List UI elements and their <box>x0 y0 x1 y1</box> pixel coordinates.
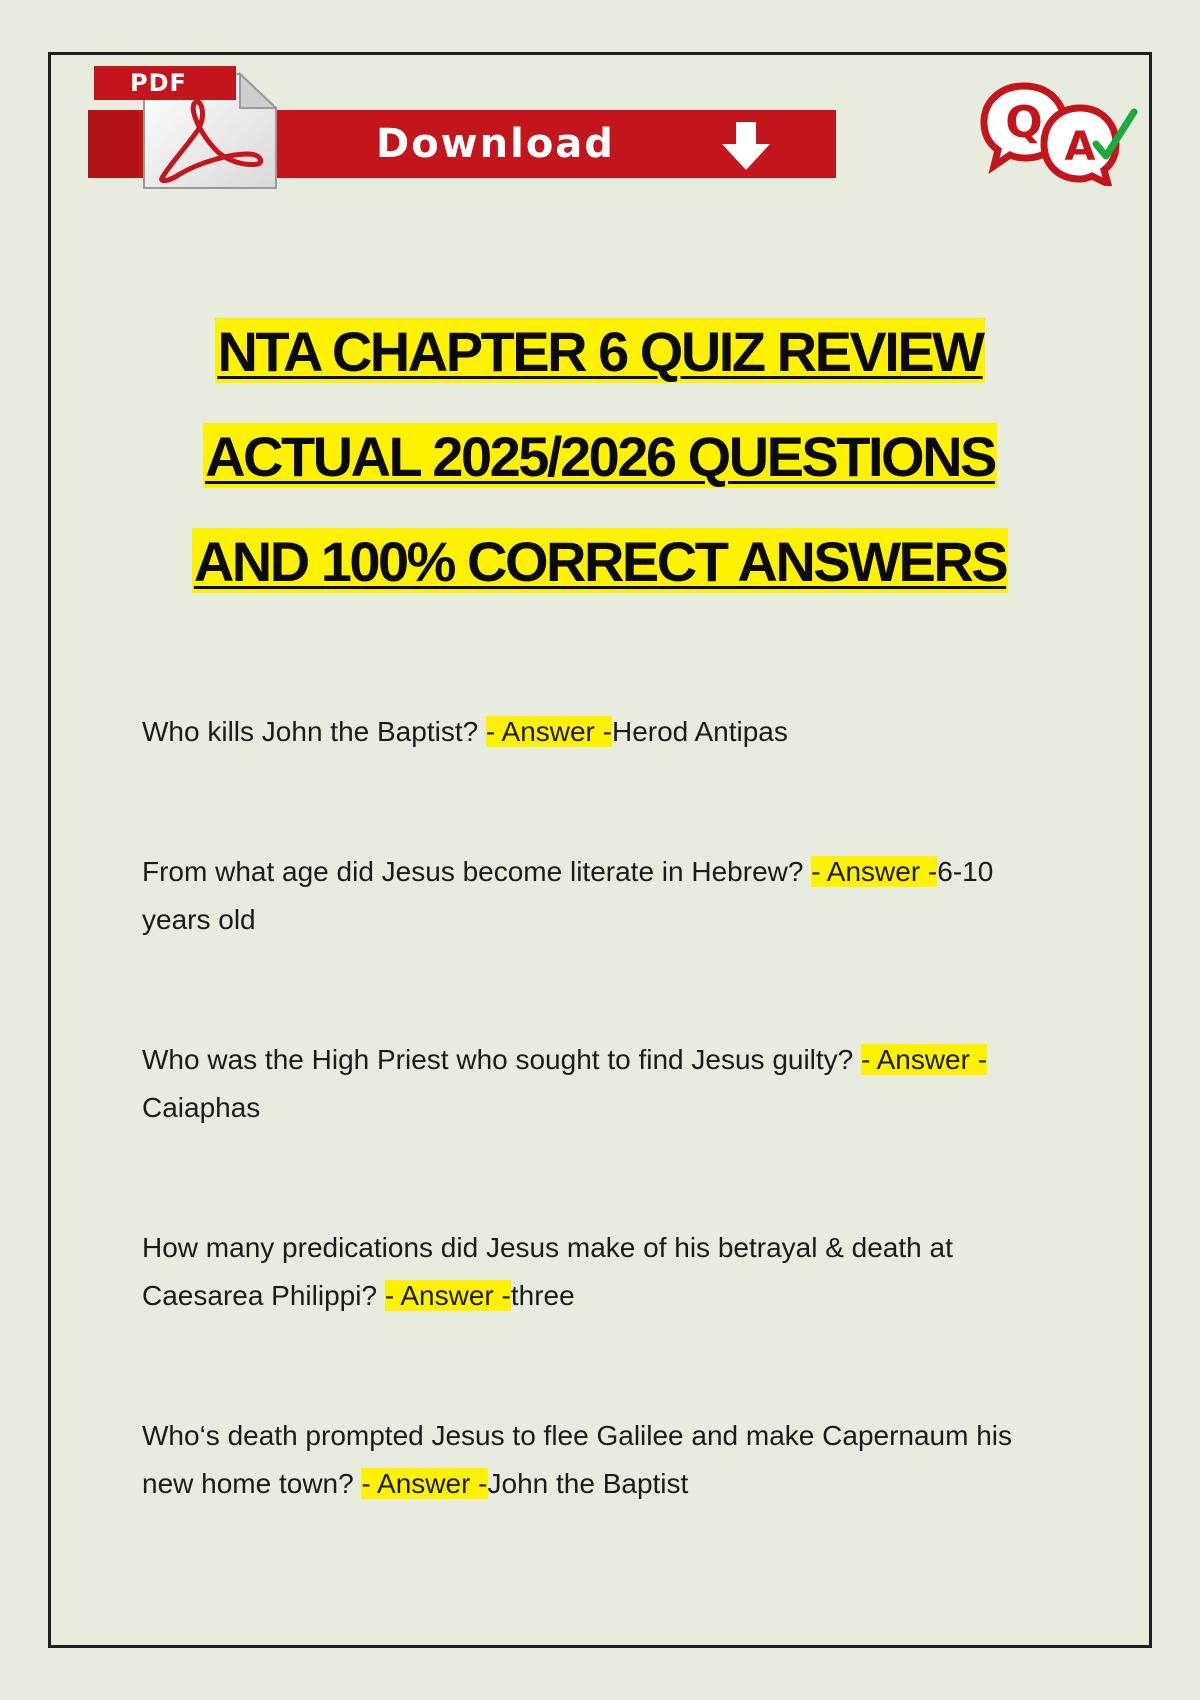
question-text: How many predications did Jesus make of his betrayal & death at Caesarea Philippi? <box>142 1232 953 1311</box>
answer-tag: - Answer - <box>485 716 612 747</box>
answer-text: Herod Antipas <box>611 716 788 747</box>
title-line-text: AND 100% CORRECT ANSWERS <box>193 530 1007 593</box>
qa-item <box>142 848 1062 944</box>
title-line <box>60 318 1140 423</box>
answer-text: John the Baptist <box>487 1468 689 1499</box>
title-line <box>60 528 1140 633</box>
pdf-download-banner[interactable] <box>88 62 836 190</box>
question-text: Who‘s death prompted Jesus to flee Galilee and make Capernaum his new home town? <box>142 1420 1013 1499</box>
title-line-text: NTA CHAPTER 6 QUIZ REVIEW <box>217 320 983 383</box>
answer-text: 6-10 years old <box>142 856 994 935</box>
answer-tag: - Answer - <box>384 1280 511 1311</box>
question-text: Who kills John the Baptist? <box>142 716 486 747</box>
qa-speech-bubbles-logo <box>980 82 1140 186</box>
banner-bar-edge <box>88 110 138 178</box>
question-text: Who was the High Priest who sought to find Jesus guilty? <box>142 1044 862 1075</box>
answer-tag: - Answer - <box>811 856 938 887</box>
document-title <box>60 318 1140 633</box>
qa-item <box>142 1412 1062 1508</box>
logo-q-letter: Q <box>1005 97 1043 148</box>
answer-tag: - Answer - <box>861 1044 988 1075</box>
question-text: From what age did Jesus become literate in Hebrew? <box>142 856 812 887</box>
pdf-label: PDF <box>94 66 236 100</box>
title-line-text: ACTUAL 2025/2026 QUESTIONS <box>205 425 995 488</box>
logo-a-letter: A <box>1064 124 1096 170</box>
answer-tag: - Answer - <box>361 1468 488 1499</box>
answer-text: three <box>510 1280 575 1311</box>
answer-text: Caiaphas <box>142 1092 261 1123</box>
qa-item <box>142 1224 1062 1320</box>
qa-item <box>142 708 1062 756</box>
qa-item <box>142 1036 1062 1132</box>
title-line <box>60 423 1140 528</box>
download-label: Download <box>376 121 615 167</box>
arrow-down-icon <box>716 120 776 172</box>
